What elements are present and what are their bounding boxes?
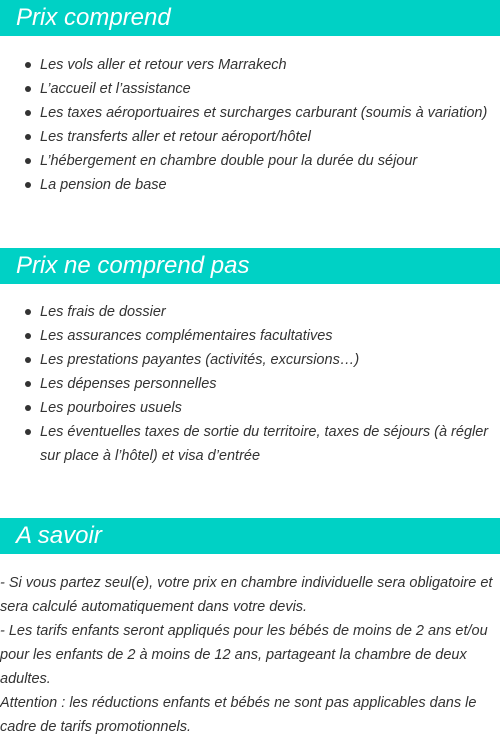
list-item: Les transferts aller et retour aéroport/hôtel (0, 125, 500, 149)
list-item: L’hébergement en chambre double pour la durée du séjour (0, 149, 500, 173)
bullet-icon (25, 309, 31, 315)
list-item: Les prestations payantes (activités, excursions…) (0, 348, 500, 372)
list-item: Les vols aller et retour vers Marrakech (0, 53, 500, 77)
info-paragraphs (0, 571, 500, 739)
list-item: La pension de base (0, 173, 500, 197)
list-item: Les pourboires usuels (0, 396, 500, 420)
section-header-prix-comprend: Prix comprend (0, 0, 500, 36)
list-item: Les frais de dossier (0, 300, 500, 324)
excluded-list (0, 300, 500, 468)
bullet-icon (25, 405, 31, 411)
bullet-icon (25, 158, 31, 164)
bullet-icon (25, 110, 31, 116)
bullet-icon (25, 357, 31, 363)
bullet-icon (25, 182, 31, 188)
bullet-icon (25, 62, 31, 68)
info-paragraph: - Les tarifs enfants seront appliqués pour les bébés de moins de 2 ans et/ou pour les enfants de 2 à moins de 12 ans, partageant la chambre de deux adultes. (0, 623, 488, 687)
bullet-icon (25, 381, 31, 387)
included-list (0, 53, 500, 197)
list-item: L’accueil et l’assistance (0, 77, 500, 101)
list-item: Les taxes aéroportuaires et surcharges carburant (soumis à variation) (0, 101, 500, 125)
section-header-prix-ne-comprend-pas: Prix ne comprend pas (0, 248, 500, 284)
list-item: Les éventuelles taxes de sortie du territoire, taxes de séjours (à régler sur place à l’hôtel) et visa d’entrée (0, 420, 500, 468)
bullet-icon (25, 333, 31, 339)
info-paragraph: Attention : les réductions enfants et bébés ne sont pas applicables dans le cadre de tarifs promotionnels. (0, 695, 477, 735)
bullet-icon (25, 134, 31, 140)
list-item: Les assurances complémentaires facultatives (0, 324, 500, 348)
list-item: Les dépenses personnelles (0, 372, 500, 396)
bullet-icon (25, 86, 31, 92)
info-paragraph: - Si vous partez seul(e), votre prix en chambre individuelle sera obligatoire et sera calculé automatiquement dans votre devis. (0, 575, 493, 615)
section-header-a-savoir: A savoir (0, 518, 500, 554)
bullet-icon (25, 429, 31, 435)
